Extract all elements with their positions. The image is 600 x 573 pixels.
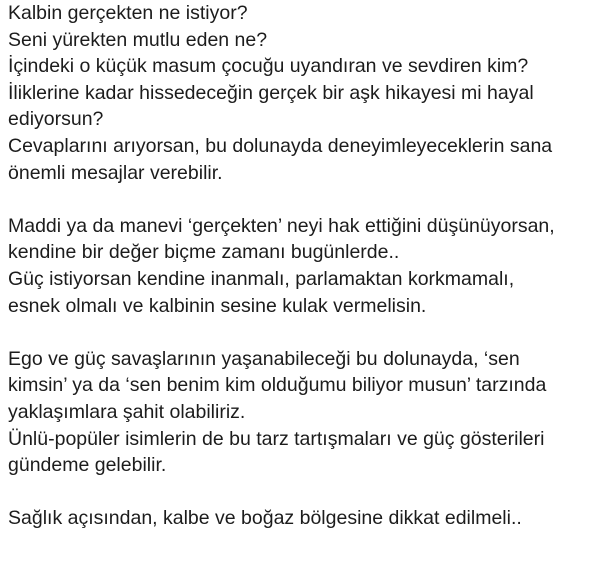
text-line: Maddi ya da manevi ‘gerçekten’ neyi hak ettiğini düşünüyorsan, <box>8 214 555 237</box>
text-line: Cevaplarını arıyorsan, bu dolunayda deneyimleyeceklerin sana <box>8 134 553 157</box>
text-line: gündeme gelebilir. <box>8 454 167 477</box>
text-line: Ego ve güç savaşlarının yaşanabileceği bu dolunayda, ‘sen <box>8 347 520 370</box>
paragraph-1 <box>8 0 598 186</box>
text-line: esnek olmalı ve kalbinin sesine kulak vermelisin. <box>8 294 427 317</box>
paragraph-4 <box>8 505 598 532</box>
paragraph-2 <box>8 213 598 319</box>
paragraph-gap <box>8 319 598 346</box>
text-line: Güç istiyorsan kendine inanmalı, parlamaktan korkmamalı, <box>8 267 515 290</box>
text-line: Sağlık açısından, kalbe ve boğaz bölgesine dikkat edilmeli.. <box>8 507 522 530</box>
text-line: kendine bir değer biçme zamanı bugünlerde.. <box>8 241 400 264</box>
text-line: yaklaşımlara şahit olabiliriz. <box>8 400 246 423</box>
text-line: İçindeki o küçük masum çocuğu uyandıran ve sevdiren kim? <box>8 55 529 78</box>
text-line: İliklerine kadar hissedeceğin gerçek bir aşk hikayesi mi hayal <box>8 81 534 104</box>
paragraph-gap <box>8 479 598 506</box>
text-line: Ünlü-popüler isimlerin de bu tarz tartışmaları ve güç gösterileri <box>8 427 545 450</box>
paragraph-3 <box>8 346 598 479</box>
text-line: Kalbin gerçekten ne istiyor? <box>8 2 248 24</box>
text-line: kimsin’ ya da ‘sen benim kim olduğumu biliyor musun’ tarzında <box>8 374 547 397</box>
text-line: Seni yürekten mutlu eden ne? <box>8 28 268 51</box>
text-line: ediyorsun? <box>8 108 104 131</box>
document-body <box>8 0 598 532</box>
text-line: önemli mesajlar verebilir. <box>8 161 223 184</box>
paragraph-gap <box>8 186 598 213</box>
